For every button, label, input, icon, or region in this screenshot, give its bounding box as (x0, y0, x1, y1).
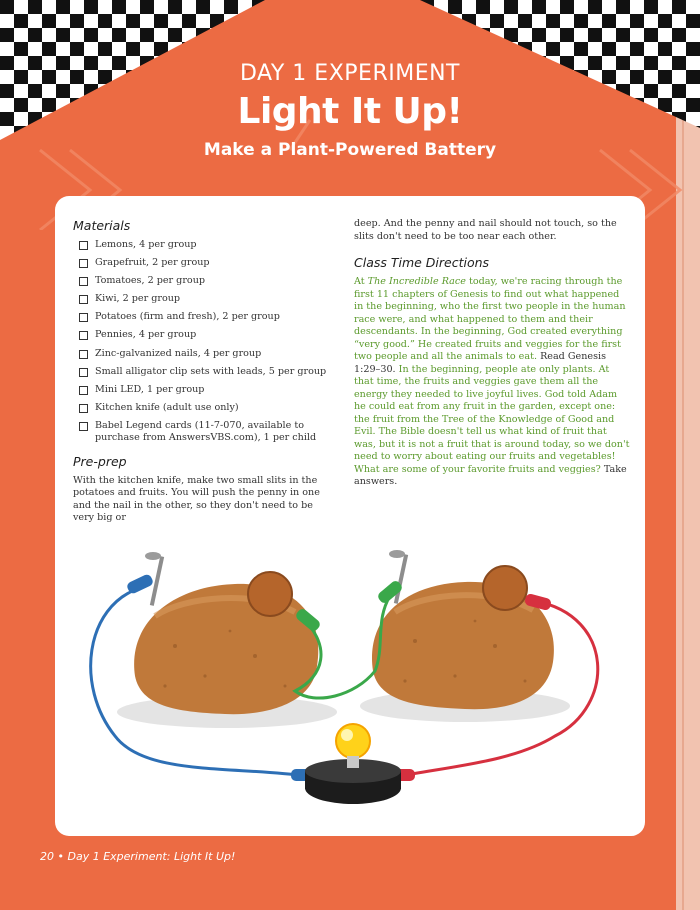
right-column (354, 218, 630, 489)
list-item (79, 348, 335, 361)
preprep-text: With the kitchen knife, make two small slits in the potatoes and fruits. You will push the penny in one and the nail in the other, so they don't need to be very big or (73, 474, 320, 524)
list-item (79, 311, 335, 324)
list-item (79, 239, 335, 252)
list-item (79, 366, 335, 379)
directions-part2: In the beginning, people ate only plants. At that time, the fruits and veggies gave them all the energy they needed to live joyful lives. God told Adam he could eat from any fruit in the garden, except one: the fruit from the Tree of the Knowledge of Good and Evil. The Bible doesn't tell us what kind of fruit that was, but it is not a fruit that is around today, so we don't need to worry about eating our fruits and vegetables! What are some of your favorite fruits and veggies? (354, 363, 630, 475)
checkbox-icon (79, 313, 88, 322)
alligator-clip-icon (126, 573, 155, 595)
material-label: Pennies, 4 per group (95, 329, 197, 341)
list-item (79, 420, 335, 445)
checkbox-icon (79, 386, 88, 395)
page-title: Light It Up! (237, 91, 463, 132)
scripture-reading: Read Genesis 1:29–30. (354, 351, 606, 375)
checkbox-icon (79, 241, 88, 250)
page-subtitle: Make a Plant-Powered Battery (203, 140, 497, 160)
material-label: Potatoes (firm and fresh), 2 per group (95, 311, 280, 323)
penny-icon (248, 572, 292, 616)
day-kicker: DAY 1 EXPERIMENT (239, 61, 460, 86)
material-label: Babel Legend cards (11-7-070, available to purchase from AnswersVBS.com), 1 per child (95, 419, 317, 444)
material-label: Zinc-galvanized nails, 4 per group (95, 347, 262, 359)
preprep-continued: deep. And the penny and nail should not touch, so the slits don't need to be too near each other. (354, 218, 617, 242)
potato-battery-illustration (55, 526, 645, 826)
take-answers: Take answers. (354, 463, 627, 487)
material-label: Kiwi, 2 per group (95, 293, 181, 305)
checkbox-icon (79, 295, 88, 304)
material-label: Kitchen knife (adult use only) (95, 401, 239, 413)
content-card (55, 196, 645, 836)
page-footer: 20 • Day 1 Experiment: Light It Up! (40, 850, 236, 863)
material-label: Grapefruit, 2 per group (95, 257, 210, 269)
checkbox-icon (79, 331, 88, 340)
page-header (0, 60, 700, 162)
checkbox-icon (79, 422, 88, 431)
checkbox-icon (79, 368, 88, 377)
left-column (73, 218, 335, 525)
list-item (79, 275, 335, 288)
penny-icon (483, 566, 527, 610)
material-label: Small alligator clip sets with leads, 5 per group (95, 365, 327, 377)
material-label: Mini LED, 1 per group (95, 383, 205, 395)
led-bulb-icon (336, 724, 370, 758)
directions-part1: today, we're racing through the first 11 chapters of Genesis to find out what happened in the beginning, who the first two people in the human race were, and what happened to them and their descendants. In the beginning, God created everything “very good.” He created fruits and veggies for the first two people and all the animals to eat. (354, 276, 626, 362)
program-title: The Incredible Race (367, 276, 466, 287)
directions-at: At (354, 276, 368, 287)
checkbox-icon (79, 277, 88, 286)
directions-text (354, 276, 630, 489)
preprep-heading: Pre-prep (73, 453, 127, 469)
material-label: Lemons, 4 per group (95, 239, 197, 250)
materials-heading: Materials (73, 218, 131, 233)
materials-list (73, 239, 335, 445)
checkbox-icon (79, 404, 88, 413)
list-item (79, 257, 335, 270)
list-item (79, 384, 335, 397)
checkbox-icon (79, 350, 88, 359)
list-item (79, 293, 335, 306)
directions-heading: Class Time Directions (354, 255, 490, 270)
list-item (79, 329, 335, 342)
checkbox-icon (79, 259, 88, 268)
list-item (79, 402, 335, 415)
material-label: Tomatoes, 2 per group (95, 275, 206, 287)
